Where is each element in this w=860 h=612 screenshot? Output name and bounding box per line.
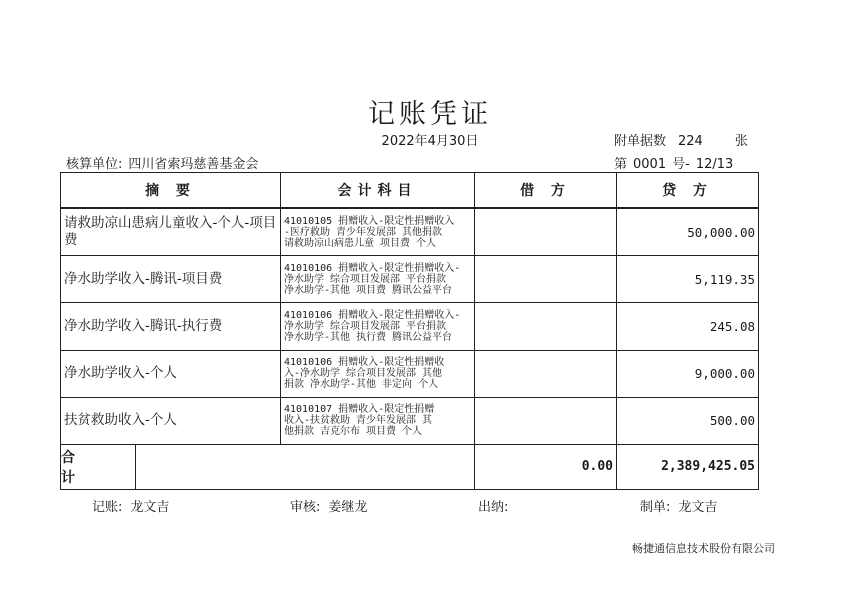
cashier-label: 出纳: (478, 500, 509, 515)
row-debit (475, 397, 617, 444)
row-account (281, 303, 475, 350)
preparer-label: 制单: (640, 500, 671, 515)
total-label-cell (61, 444, 475, 489)
accounting-unit (66, 153, 258, 172)
account-line: 41010105 捐赠收入-限定性捐赠收入 (284, 215, 455, 227)
bookkeeper-name: 龙文吉 (130, 500, 170, 515)
row-credit: 245.08 (617, 303, 759, 350)
account-line: 请救助凉山病患儿童 项目费 个人 (284, 237, 437, 249)
table-header-row (61, 173, 759, 209)
account-line: 41010107 捐赠收入-限定性捐赠 (284, 404, 435, 416)
attachment-label: 附单据数 (614, 134, 667, 149)
table-row (61, 303, 759, 350)
preparer-name: 龙文吉 (678, 500, 718, 515)
header-credit: 贷 方 (617, 173, 759, 209)
header-summary: 摘 要 (61, 173, 281, 209)
voucher-date: 2022年4月30日 (381, 134, 479, 149)
reviewer-name: 姜继龙 (328, 500, 368, 515)
table-row (61, 208, 759, 256)
row-debit (475, 303, 617, 350)
row-account (281, 397, 475, 444)
account-line: 41010106 捐赠收入-限定性捐赠收入- (284, 309, 461, 321)
account-line: 41010106 捐赠收入-限定性捐赠收 (284, 357, 445, 369)
total-credit: 2,389,425.05 (617, 444, 759, 489)
row-credit: 5,119.35 (617, 256, 759, 303)
total-debit: 0.00 (475, 444, 617, 489)
row-summary: 净水助学收入-腾讯-项目费 (61, 256, 281, 303)
account-line: 41010106 捐赠收入-限定性捐赠收入- (284, 262, 461, 274)
voucher-prefix: 第 (614, 157, 628, 172)
table-row (61, 397, 759, 444)
account-line: 捐款 净水助学-其他 非定向 个人 (284, 379, 439, 391)
row-debit (475, 256, 617, 303)
account-line: 收入-扶贫救助 青少年发展部 其 (284, 415, 433, 427)
voucher-suffix: 号- (672, 157, 690, 172)
total-blank (136, 445, 474, 489)
signature-preparer (640, 496, 717, 515)
voucher-num: 0001 (633, 157, 667, 172)
row-account (281, 256, 475, 303)
voucher-number (614, 153, 739, 172)
software-company: 畅捷通信息技术股份有限公司 (632, 542, 775, 555)
account-line: 入-净水助学 综合项目发展部 其他 (284, 368, 443, 380)
attachment-unit: 张 (734, 134, 748, 149)
row-credit: 500.00 (617, 397, 759, 444)
total-label: 合 计 (61, 445, 136, 489)
account-line: 净水助学 综合项目发展部 平台捐款 (284, 273, 447, 285)
attachment-number: 224 (678, 134, 703, 149)
attachment-count (614, 130, 748, 149)
account-line: 净水助学-其他 项目费 腾讯公益平台 (284, 284, 453, 296)
row-summary: 扶贫救助收入-个人 (61, 397, 281, 444)
header-debit: 借 方 (475, 173, 617, 209)
account-line: -医疗救助 青少年发展部 其他捐款 (284, 226, 443, 238)
row-credit: 50,000.00 (617, 208, 759, 256)
row-summary: 净水助学收入-腾讯-执行费 (61, 303, 281, 350)
header-account: 会计科目 (281, 173, 475, 209)
signature-cashier (478, 496, 516, 515)
reviewer-label: 审核: (290, 500, 321, 515)
unit-name: 四川省索玛慈善基金会 (128, 157, 259, 172)
account-line: 他捐款 吉克尔布 项目费 个人 (284, 426, 423, 438)
row-credit: 9,000.00 (617, 350, 759, 397)
voucher-title: 记账凭证 (368, 99, 492, 130)
unit-label: 核算单位: (66, 157, 123, 172)
bookkeeper-label: 记账: (92, 500, 123, 515)
row-summary: 请救助凉山患病儿童收入-个人-项目费 (61, 208, 281, 256)
account-line: 净水助学 综合项目发展部 平台捐款 (284, 320, 447, 332)
voucher-page: 12/13 (695, 157, 734, 172)
row-account (281, 350, 475, 397)
account-line: 净水助学-其他 执行费 腾讯公益平台 (284, 331, 453, 343)
total-row (61, 444, 759, 489)
row-summary: 净水助学收入-个人 (61, 350, 281, 397)
signature-reviewer (290, 496, 367, 515)
voucher-table (60, 172, 759, 490)
signature-bookkeeper (92, 496, 169, 515)
table-row (61, 256, 759, 303)
row-debit (475, 350, 617, 397)
table-row (61, 350, 759, 397)
row-account (281, 208, 475, 256)
row-debit (475, 208, 617, 256)
